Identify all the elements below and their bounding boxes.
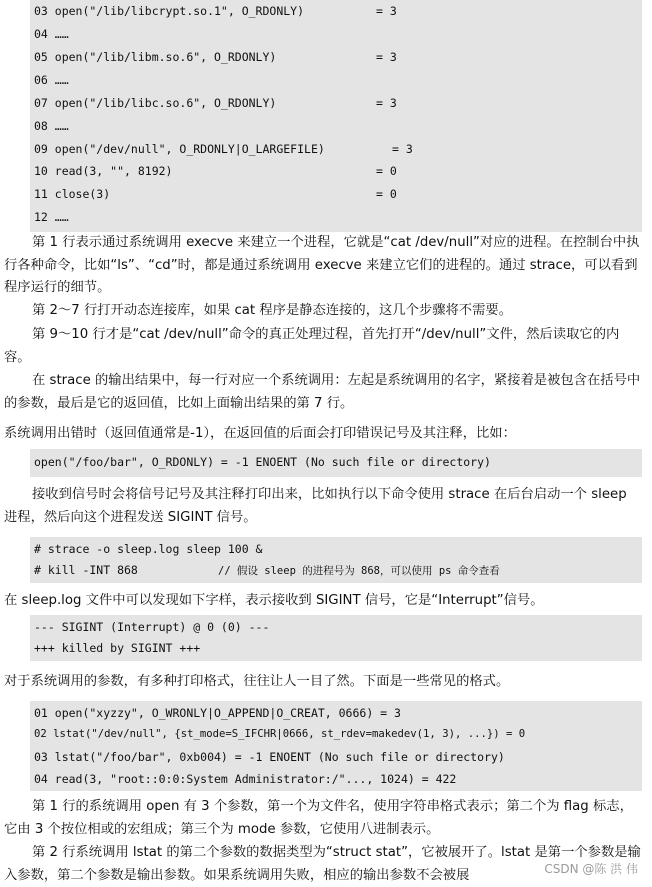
code-line: # kill -INT 868 <box>34 563 138 577</box>
code-line: # strace -o sleep.log sleep 100 & <box>34 542 263 556</box>
code-line: 08 …… <box>34 119 69 133</box>
code-return: = 3 <box>392 142 413 156</box>
paragraph: 在 strace 的输出结果中，每一行对应一个系统调用：左起是系统调用的名字，紧接着是被包含在括号中的参数，最后是它的返回值，比如上面输出结果的第 7 行。 <box>4 373 641 411</box>
code-line: 03 lstat("/foo/bar", 0xb004) = -1 ENOENT (No such file or directory) <box>34 750 505 764</box>
code-return: = 3 <box>376 4 397 18</box>
code-line: 02 lstat("/dev/null", {st_mode=S_IFCHR|0666, st_rdev=makedev(1, 3), ...}) = 0 <box>34 728 526 740</box>
paragraph: 第 2 行系统调用 lstat 的第二个参数的数据类型为“struct stat”，它被展开了。lstat 是第一个参数是输入参数，第二个参数是输出参数。如果系统调用失败，相应的输出参数不会被展 <box>4 845 641 883</box>
code-return: = 3 <box>376 50 397 64</box>
paragraph: 第 1 行的系统调用 open 有 3 个参数，第一个为文件名，使用字符串格式表示；第二个为 flag 标志，它由 3 个按位相或的宏组成；第三个为 mode 参数，它使用八进制表示。 <box>4 799 633 837</box>
code-line: 03 open("/lib/libcrypt.so.1", O_RDONLY) <box>34 4 305 18</box>
paragraph: 在 sleep.log 文件中可以发现如下字样，表示接收到 SIGINT 信号，它是“Interrupt”信号。 <box>4 593 544 608</box>
paragraph: 接收到信号时会将信号记号及其注释打印出来，比如执行以下命令使用 strace 在后台启动一个 sleep 进程，然后向这个进程发送 SIGINT 信号。 <box>4 487 627 525</box>
code-comment: // 假设 sleep 的进程号为 868，可以使用 ps 命令查看 <box>218 565 500 577</box>
code-return: = 0 <box>376 164 397 178</box>
paragraph: 第 1 行表示通过系统调用 execve 来建立一个进程，它就是“cat /dev/null”对应的进程。在控制台中执行各种命令，比如“ls”、“cd”时，都是通过系统调用 execve 来建立它们的进程的。通过 strace，可以看到程序运行的细节。 <box>4 235 640 295</box>
code-line: +++ killed by SIGINT +++ <box>34 641 201 655</box>
code-line: 12 …… <box>34 210 69 224</box>
code-return: = 3 <box>376 96 397 110</box>
code-line: 06 …… <box>34 73 69 87</box>
watermark: CSDN @陈 洪 伟 <box>544 862 638 876</box>
code-block-strace-output <box>30 0 642 232</box>
code-line: 04 read(3, "root::0:0:System Administrator:/"..., 1024) = 422 <box>34 772 457 786</box>
code-line: 04 …… <box>34 27 69 41</box>
code-block-arg-formats <box>30 701 642 791</box>
code-block-signal-cmd <box>30 537 642 583</box>
paragraph: 第 2～7 行打开动态连接库，如果 cat 程序是静态连接的，这几个步骤将不需要。 <box>32 303 512 318</box>
code-line: open("/foo/bar", O_RDONLY) = -1 ENOENT (No such file or directory) <box>34 455 491 469</box>
code-line: 09 open("/dev/null", O_RDONLY|O_LARGEFILE) <box>34 142 325 156</box>
code-line: 05 open("/lib/libm.so.6", O_RDONLY) <box>34 50 277 64</box>
code-line: 11 close(3) <box>34 187 111 201</box>
code-line: 07 open("/lib/libc.so.6", O_RDONLY) <box>34 96 277 110</box>
code-return: = 0 <box>376 187 397 201</box>
paragraph: 系统调用出错时（返回值通常是-1），在返回值的后面会打印错误记号及其注释，比如： <box>4 426 516 441</box>
code-block-error <box>30 449 642 477</box>
code-line: --- SIGINT (Interrupt) @ 0 (0) --- <box>34 620 270 634</box>
paragraph: 对于系统调用的参数，有多种打印格式，往往让人一目了然。下面是一些常见的格式。 <box>4 674 510 689</box>
code-block-sigint-log <box>30 615 642 661</box>
paragraph: 第 9～10 行才是“cat /dev/null”命令的真正处理过程，首先打开“/dev/null”文件，然后读取它的内容。 <box>4 327 620 365</box>
code-line: 01 open("xyzzy", O_WRONLY|O_APPEND|O_CREAT, 0666) = 3 <box>34 706 401 720</box>
code-line: 10 read(3, "", 8192) <box>34 164 173 178</box>
